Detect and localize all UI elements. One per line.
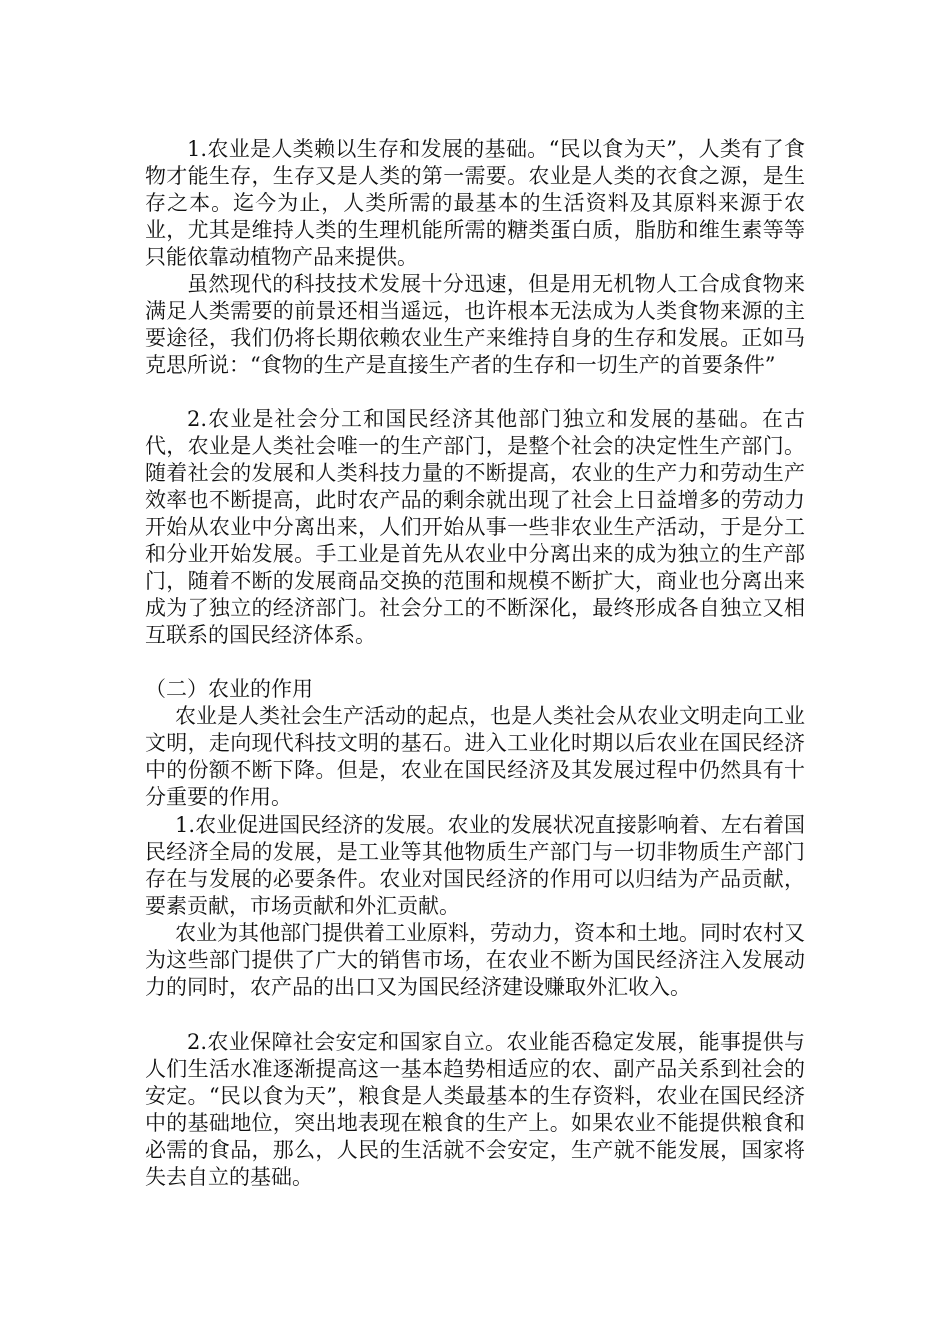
paragraph-technology-food: 虽然现代的科技技术发展十分迅速，但是用无机物人工合成食物来满足人类需要的前景还相当遥远，也许根本无法成为人类食物来源的主要途径，我们仍将长期依赖农业生产来维持自身的生存和发展。正如马克思所说：“食物的生产是直接生产者的生存和一切生产的首要条件”	[145, 272, 805, 377]
paragraph-social-division: 2.农业是社会分工和国民经济其他部门独立和发展的基础。在古代，农业是人类社会唯一的生产部门，是整个社会的决定性生产部门。随着社会的发展和人类科技力量的不断提高，农业的生产力和劳动生产效率也不断提高，此时农产品的剩余就出现了社会上日益增多的劳动力开始从农业中分离出来，人们开始从事一些非农业生产活动，于是分工和分业开始发展。手工业是首先从农业中分离出来的成为独立的生产部门，随着不断的发展商品交换的范围和规模不断扩大，商业也分离出来成为了独立的经济部门。社会分工的不断深化，最终形成各自独立又相互联系的国民经济体系。	[145, 407, 805, 647]
section-heading-role: （二）农业的作用	[145, 677, 313, 701]
paragraph-social-stability: 2.农业保障社会安定和国家自立。农业能否稳定发展，能事提供与人们生活水准逐渐提高这一基本趋势相适应的农、副产品关系到社会的安定。“民以食为天”，粮食是人类最基本的生存资料，农业在国民经济中的基础地位，突出地表现在粮食的生产上。如果农业不能提供粮食和必需的食品，那么，人民的生活就不会安定，生产就不能发展，国家将失去自立的基础。	[145, 1030, 805, 1189]
paragraph-agriculture-survival: 1.农业是人类赖以生存和发展的基础。“民以食为天”，人类有了食物才能生存，生存又是人类的第一需要。农业是人类的衣食之源，是生存之本。迄今为止，人类所需的最基本的生活资料及其原料来源于农业，尤其是维持人类的生理机能所需的糖类蛋白质，脂肪和维生素等等只能依靠动植物产品来提供。	[145, 137, 805, 269]
paragraph-raw-materials: 农业为其他部门提供着工业原料，劳动力，资本和土地。同时农村又为这些部门提供了广大的销售市场，在农业不断为国民经济注入发展动力的同时，农产品的出口又为国民经济建设赚取外汇收入。	[145, 921, 805, 999]
paragraph-economy-development: 1.农业促进国民经济的发展。农业的发展状况直接影响着、左右着国民经济全局的发展，是工业等其他物质生产部门与一切非物质生产部门存在与发展的必要条件。农业对国民经济的作用可以归结为产品贡献，要素贡献，市场贡献和外汇贡献。	[145, 813, 805, 918]
paragraph-role-intro: 农业是人类社会生产活动的起点，也是人类社会从农业文明走向工业文明，走向现代科技文明的基石。进入工业化时期以后农业在国民经济中的份额不断下降。但是，农业在国民经济及其发展过程中仍然具有十分重要的作用。	[145, 704, 805, 809]
